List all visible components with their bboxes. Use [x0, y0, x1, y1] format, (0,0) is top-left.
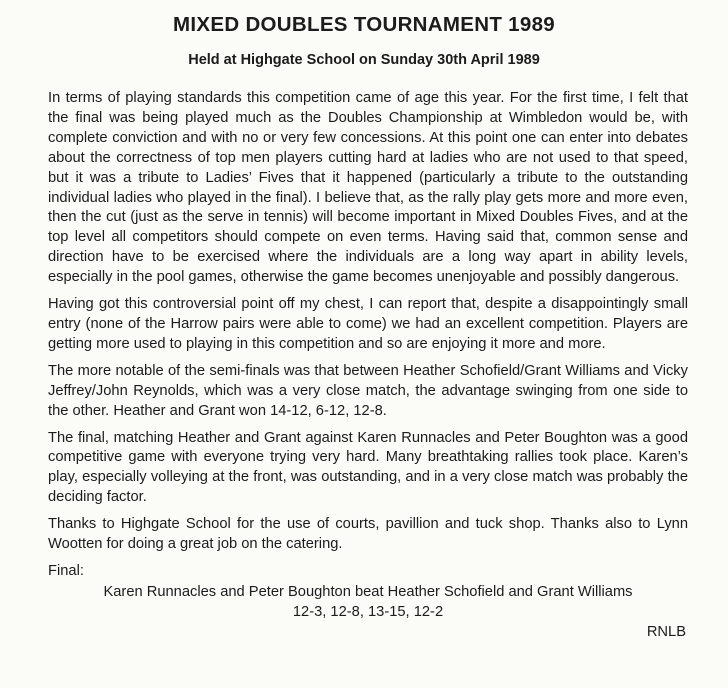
- final-result: [48, 562, 688, 622]
- paragraph-thanks: Thanks to Highgate School for the use of courts, pavillion and tuck shop. Thanks also to Lynn Wootten for doing a great job on the catering.: [48, 516, 688, 553]
- paragraph-final-match: The final, matching Heather and Grant against Karen Runnacles and Peter Boughton was a good competitive game with everyone trying very hard. Many breathtaking rallies took place. Karen’s play, especially volleying at the front, was outstanding, and in a very close match was probably the deciding factor.: [48, 429, 688, 506]
- paragraph-semi-finals: The more notable of the semi-finals was that between Heather Schofield/Grant Williams and Vicky Jeffrey/John Reynolds, which was a very close match, the advantage swinging from one side to the other. Heather and Grant won 14-12, 6-12, 12-8.: [48, 362, 688, 419]
- final-label: Final:: [48, 562, 84, 579]
- author-initials: RNLB: [646, 623, 686, 640]
- paragraph-playing-standards: In terms of playing standards this competition came of age this year. For the first time, I felt that the final was being played much as the Doubles Championship at Wimbledon would be, with complete conviction and with no or very few concessions. At this point one can enter into debates about the correctness of top men players cutting hard at ladies who are not used to that speed, but it was a tribute to Ladies’ Fives that it happened (particularly a tribute to the outstanding individual ladies who played in the final). I believe that, as the rally play gets more and more even, then the cut (just as the serve in tennis) will become important in Mixed Doubles Fives, and at the top level all competitors should compete on even terms. Having said that, common sense and direction have to be exercised where the individuals are a long way apart in ability levels, especially in the pool games, otherwise the game becomes unenjoyable and possibly dangerous.: [48, 90, 688, 286]
- page-subtitle: Held at Highgate School on Sunday 30th April 1989: [188, 52, 540, 68]
- page-title: MIXED DOUBLES TOURNAMENT 1989: [173, 13, 555, 36]
- article-body: [48, 89, 688, 642]
- final-result-line: Karen Runnacles and Peter Boughton beat Heather Schofield and Grant Williams: [103, 583, 633, 600]
- paragraph-entry: Having got this controversial point off my chest, I can report that, despite a disappointingly small entry (none of the Harrow pairs were able to come) we had an excellent competition. Players are getting more used to playing in this competition and so are enjoying it more and more.: [48, 296, 688, 352]
- final-scores: 12-3, 12-8, 13-15, 12-2: [292, 603, 444, 620]
